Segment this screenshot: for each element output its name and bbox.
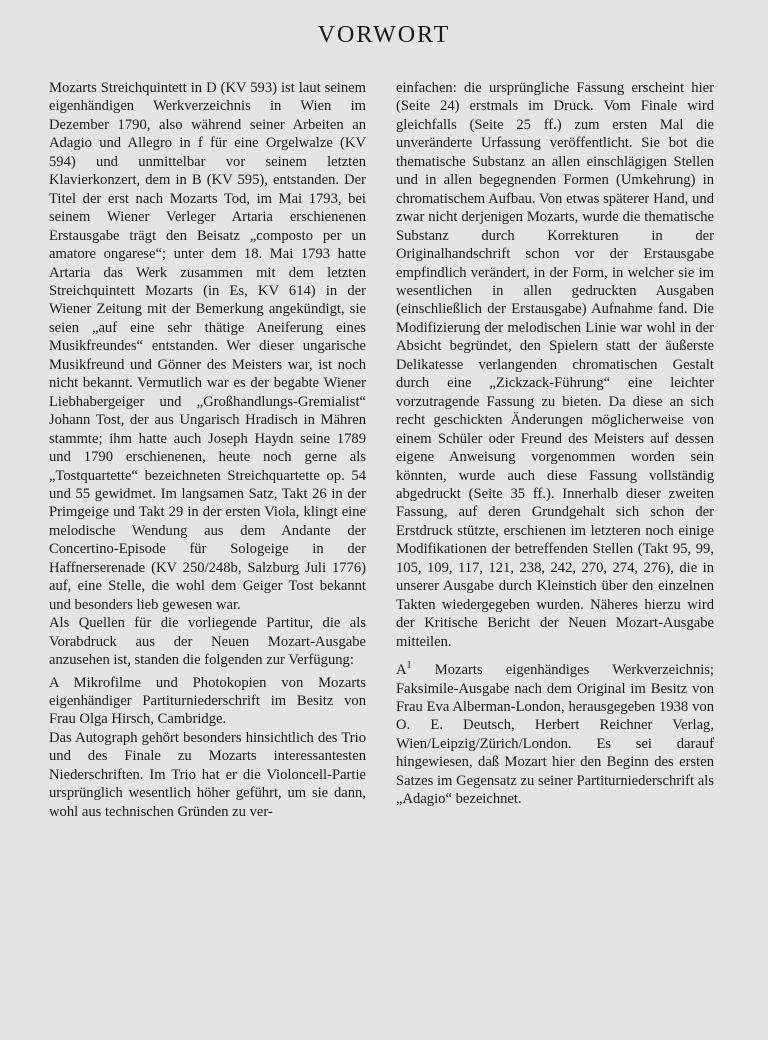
page-title: VORWORT: [317, 22, 451, 48]
source-a1-text: Mozarts eigenhändiges Werkverzeichnis; Faksimile-Ausgabe nach dem Original im Besitz von Frau Eva Alberman-London, herausgegeben 1938 von O. E. Deutsch, Herbert Reichner Verlag, Wien/Leipzig/Zürich/London. Es sei darauf hingewiesen, daß Mozart hier den Beginn des ersten Satzes im Gegensatz zu seiner Partiturniederschrift als „Adagio“ bezeichnet.: [396, 662, 714, 808]
left-column: [49, 79, 366, 821]
right-column: [396, 79, 714, 809]
paragraph-sources-intro: Als Quellen für die vorliegende Partitur, die als Vorabdruck aus der Neuen Mozart-Ausgabe anzusehen ist, standen die folgenden zur Verfügung:: [49, 615, 366, 669]
paragraph-finale: einfachen: die ursprüngliche Fassung erscheint hier (Seite 24) erstmals im Druck. Vom Finale wird gleichfalls (Seite 25 ff.) zum ersten Mal die unveränderte Urfassung veröffentlicht. Sie bot die thematische Substanz an allen einschlägigen Stellen und in allen begegnenden Formen (Umkehrung) in chromatischem Aufbau. Von etwas späterer Hand, und zwar nicht derjenigen Mozarts, wurde die thematische Substanz durch Korrekturen in der Originalhandschrift schon vor der Erstausgabe empfindlich verändert, in der Form, in welcher sie im wesentlichen in allen gedruckten Ausgaben (einschließlich der Erstausgabe) Aufnahme fand. Die Modifizierung der melodischen Linie war wohl in der Absicht begründet, den Spielern statt der äußerste Delikatesse verlangenden chromatischen Gestalt durch eine „Zickzack-Führung“ eine leichter vorzutragende Fassung zu bieten. Da diese an sich recht geschickten Änderungen möglicherweise von einem Schüler oder Freund des Meisters auf dessen eigene Anweisung vorgenommen worden sein könnten, wurde auch diese Fassung vollständig abgedruckt (Seite 35 ff.). Innerhalb dieser zweiten Fassung, auf deren Grundgehalt sich schon der Erstdruck stützte, erschienen im letzteren noch einige Modifikationen der betreffenden Stellen (Takt 95, 99, 105, 109, 117, 121, 238, 242, 270, 274, 276), die in unserer Ausgabe durch Kleinstich über den einzelnen Takten wiedergegeben wurden. Näheres hierzu wird der Kritische Bericht der Neuen Mozart-Ausgabe mitteilen.: [396, 80, 714, 650]
paragraph-source-a1: [396, 661, 714, 809]
source-label: A: [396, 662, 407, 679]
paragraph-intro: Mozarts Streichquintett in D (KV 593) ist laut seinem eigenhändigen Werkverzeichnis in Wien im Dezember 1790, also während seiner Arbeiten an Adagio und Allegro in f für eine Orgelwalze (KV 594) und unmittelbar vor seinem letzten Klavierkonzert, dem in B (KV 595), entstanden. Der Titel der erst nach Mozarts Tod, im Mai 1793, bei seinem Wiener Verleger Artaria erschienenen Erstausgabe trägt den Beisatz „composto per un amatore ongarese“; unter dem 18. Mai 1793 hatte Artaria das Werk zusammen mit dem letzten Streichquintett Mozarts (in Es, KV 614) in der Wiener Zeitung mit der Bemerkung angekündigt, sie seien „auf eine sehr thätige Aneiferung eines Musikfreundes“ entstanden. Wer dieser ungarische Musikfreund und Gönner des Meisters war, ist noch nicht bekannt. Vermutlich war es der begabte Wiener Liebhabergeiger und „Großhandlungs-Gremialist“ Johann Tost, der aus Ungarisch Hradisch in Mähren stammte; ihm hatte auch Joseph Haydn seine 1789 und 1790 erschienenen, heute noch gerne als „Tostquartette“ bezeichneten Streichquartette op. 54 und 55 gewidmet. Im langsamen Satz, Takt 26 in der Primgeige und Takt 29 in der ersten Viola, klingt eine melodische Wendung aus dem Andante der Concertino-Episode für Sologeige in der Haffnerserenade (KV 250/248b, Salzburg Juli 1776) auf, eine Stelle, die wohl dem Geiger Tost bekannt und besonders lieb gewesen war.: [49, 80, 366, 613]
source-superscript: 1: [406, 660, 412, 672]
paragraph-autograph: Das Autograph gehört besonders hinsichtlich des Trio und des Finale zu Mozarts interessantesten Niederschriften. Im Trio hat er die Violoncell-Partie ursprünglich wesentlich höher geführt, um sie dann, wohl aus technischen Gründen zu ver-: [49, 729, 366, 820]
paragraph-source-a: A Mikrofilme und Photokopien von Mozarts eigenhändiger Partiturniederschrift im Besitz von Frau Olga Hirsch, Cambridge.: [49, 674, 366, 728]
